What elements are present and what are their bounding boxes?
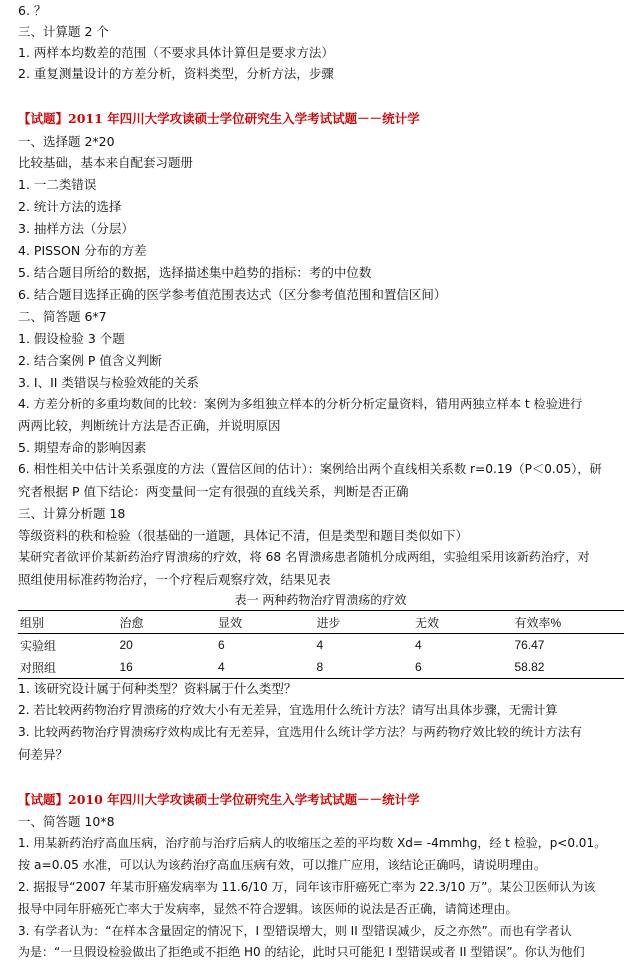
section-heading: 一、选择题 2*20 [18, 134, 115, 149]
paragraph: 等级资料的秩和检验（很基础的一道题，具体记不清，但是类型和题目类似如下） [18, 528, 469, 543]
list-item-continued: 两两比较，判断统计方法是否正确，并说明原因 [18, 418, 281, 433]
list-item: 2. 统计方法的选择 [18, 199, 122, 214]
results-table [18, 610, 624, 679]
table-cell: 实验组 [20, 638, 57, 653]
header-cell: 有效率% [512, 611, 624, 634]
list-item: 4. PISSON 分布的方差 [18, 243, 147, 258]
section-heading: 一、简答题 10*8 [18, 814, 115, 829]
list-item: 3. 有学者认为：“在样本含量固定的情况下，I 型错误增大，则 II 型错误减少，反之亦然”。而也有学者认 [18, 924, 572, 938]
header-cell: 进步 [314, 611, 412, 634]
list-item-continued: 究者根据 P 值下结论：两变量间一定有很强的直线关系，判断是否正确 [18, 484, 409, 499]
header-cell: 显效 [216, 611, 314, 634]
list-item: 2. 据报导“2007 年某市肝癌发病率为 11.6/10 万，同年该市肝癌死亡率为 22.3/10 万”。某公卫医师认为该 [18, 880, 596, 894]
exam-2010-title: 【试题】2010 年四川大学攻读硕士学位研究生入学考试试题－－统计学 [18, 792, 420, 807]
list-item: 4. 方差分析的多重均数间的比较：案例为多组独立样本的分析分析定量资料，错用两独立样本 t 检验进行 [18, 397, 583, 411]
table-cell: 6 [413, 656, 512, 679]
table-cell: 4 [316, 638, 324, 652]
header-cell: 治愈 [117, 611, 216, 634]
table-cell: 4 [414, 638, 422, 652]
section-heading: 三、计算题 2 个 [18, 24, 109, 39]
section-heading: 三、计算分析题 18 [18, 506, 126, 521]
table-row [18, 634, 624, 657]
table-cell: 58.82 [512, 656, 624, 679]
list-item: 2. 重复测量设计的方差分析，资料类型，分析方法，步骤 [18, 66, 334, 81]
list-item-continued: 为是：“一旦假设检验做出了拒绝或不拒绝 H0 的结论，此时只可能犯 I 型错误或者 II 型错误”。你认为他们 [18, 945, 585, 959]
header-cell: 无效 [413, 611, 512, 634]
paragraph: 比较基础，基本来自配套习题册 [18, 155, 194, 170]
paragraph: 某研究者欲评价某新药治疗胃溃疡的疗效，将 68 名胃溃疡患者随机分成两组，实验组采用该新药治疗，对 [18, 550, 590, 564]
table-header-row [18, 611, 624, 634]
header-cell: 组别 [18, 611, 117, 634]
list-item-continued: 何差异？ [18, 747, 69, 762]
list-item: 5. 结合题目所给的数据，选择描述集中趋势的指标：考的中位数 [18, 265, 372, 280]
table-cell: 4 [216, 656, 314, 679]
list-item: 3. 抽样方法（分层） [18, 221, 134, 236]
table-row [18, 656, 624, 679]
list-item: 5. 期望寿命的影响因素 [18, 440, 147, 455]
list-item-continued: 按 a=0.05 水准，可以认为该药治疗高血压病有效，可以推广应用，该结论正确吗，请说明理由。 [18, 858, 546, 872]
list-item-continued: 报导中同年肝癌死亡率大于发病率，显然不符合逻辑。该医师的说法是否正确，请简述理由。 [18, 902, 518, 916]
list-item: 3. 比较两药物治疗胃溃疡疗效构成比有无差异，宜选用什么统计学方法？与两药物疗效比较的统计方法有 [18, 725, 582, 739]
list-item: 1. 两样本均数差的范围（不要求具体计算但是要求方法） [18, 45, 334, 60]
question-6: 6. ？ [18, 3, 47, 18]
section-heading: 二、简答题 6*7 [18, 309, 107, 324]
list-item: 1. 一二类错误 [18, 177, 97, 192]
list-item: 2. 结合案例 P 值含义判断 [18, 353, 162, 368]
list-item: 6. 相性相关中估计关系强度的方法（置信区间的估计）：案例给出两个直线相关系数 r=0.19（P＜0.05），研 [18, 462, 602, 476]
table-cell: 16 [117, 656, 216, 679]
list-item: 2. 若比较两药物治疗胃溃疡的疗效大小有无差异，宜选用什么统计方法？请写出具体步骤，无需计算 [18, 703, 558, 717]
list-item: 1. 该研究设计属于何种类型？资料属于什么类型？ [18, 681, 297, 696]
table-caption: 表一 两种药物治疗胃溃疡的疗效 [234, 593, 407, 607]
table-cell: 6 [217, 638, 225, 652]
table-cell: 8 [314, 656, 412, 679]
table-cell: 对照组 [18, 656, 117, 679]
exam-2011-title: 【试题】2011 年四川大学攻读硕士学位研究生入学考试试题－－统计学 [18, 111, 420, 126]
list-item: 1. 用某新药治疗高血压病，治疗前与治疗后病人的收缩压之差的平均数 Xd= -4mmhg，经 t 检验，p<0.01。 [18, 836, 607, 850]
list-item: 6. 结合题目选择正确的医学参考值范围表达式（区分参考值范围和置信区间） [18, 287, 447, 302]
paragraph-continued: 照组使用标准药物治疗，一个疗程后观察疗效，结果见表 [18, 572, 331, 587]
list-item: 1. 假设检验 3 个题 [18, 331, 125, 346]
list-item: 3. I、II 类错误与检验效能的关系 [18, 375, 199, 390]
table-cell: 20 [119, 638, 133, 652]
table-cell: 76.47 [514, 638, 545, 652]
